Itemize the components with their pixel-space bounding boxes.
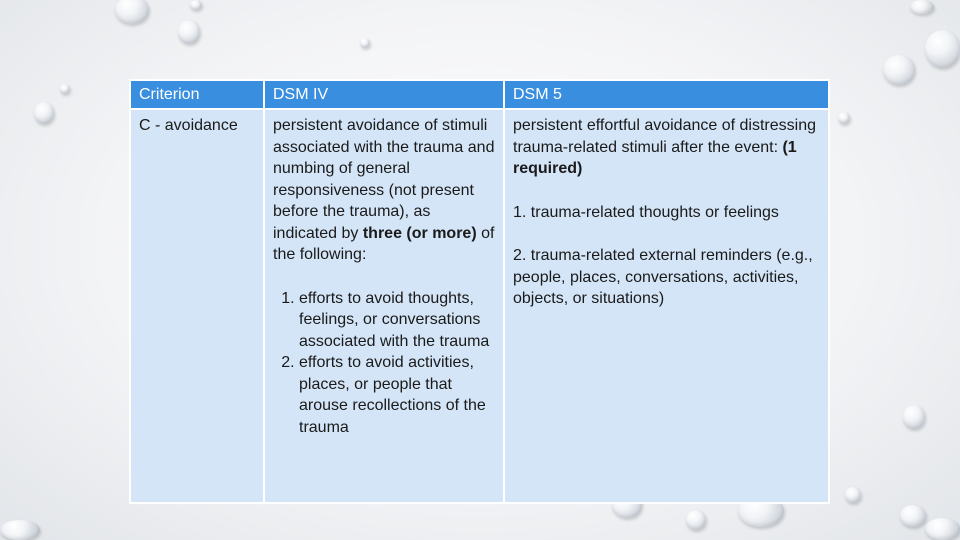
list-item: 2. efforts to avoid activities, places, or people that arouse recollections of the trauma (299, 352, 495, 438)
dsm-iv-intro (273, 115, 495, 266)
water-drop-decoration (178, 20, 200, 44)
water-drop-decoration (838, 112, 850, 124)
water-drop-decoration (60, 84, 70, 94)
dsm-iv-cell (264, 109, 504, 503)
water-drop-decoration (925, 518, 960, 540)
dsm-5-intro-bold: (1 required) (513, 138, 797, 177)
water-drop-decoration (115, 0, 149, 24)
dsm-iv-intro-bold: three (or more) (362, 224, 477, 242)
dsm-5-cell (504, 109, 829, 503)
header-criterion: Criterion (130, 80, 264, 109)
water-drop-decoration (190, 0, 202, 10)
water-drop-decoration (360, 38, 370, 48)
water-drop-decoration (925, 30, 960, 68)
table-header-row (130, 80, 829, 109)
water-drop-decoration (34, 102, 54, 124)
list-item: 1. efforts to avoid thoughts, feelings, or conversations associated with the trauma (299, 288, 495, 353)
dsm-5-intro-text: persistent effortful avoidance of distressing trauma-related stimuli after the event: (513, 117, 816, 156)
dsm-5-item-1: 1. trauma-related thoughts or feelings (513, 203, 779, 221)
water-drop-decoration (845, 487, 861, 503)
dsm-5-intro (513, 115, 820, 180)
dsm-5-item-2: 2. trauma-related external reminders (e.g., people, places, conversations, activities, objects, or situations) (513, 247, 813, 307)
dsm-iv-criteria-list (273, 288, 495, 439)
header-dsm-5: DSM 5 (504, 80, 829, 109)
dsm-iv-intro-text: persistent avoidance of stimuli associated with the trauma and numbing of general responsiveness (not present before the trauma), as indicated by (273, 117, 495, 242)
dsm-iv-intro-tail: of the following: (273, 224, 495, 263)
water-drop-decoration (0, 520, 40, 540)
water-drop-decoration (900, 505, 926, 527)
criteria-comparison-table (129, 79, 830, 504)
header-dsm-iv: DSM IV (264, 80, 504, 109)
criterion-cell: C - avoidance (130, 109, 264, 503)
water-drop-decoration (686, 510, 706, 530)
water-drop-decoration (903, 405, 925, 429)
water-drop-decoration (883, 55, 915, 85)
water-drop-decoration (910, 0, 934, 14)
table-row (130, 109, 829, 503)
